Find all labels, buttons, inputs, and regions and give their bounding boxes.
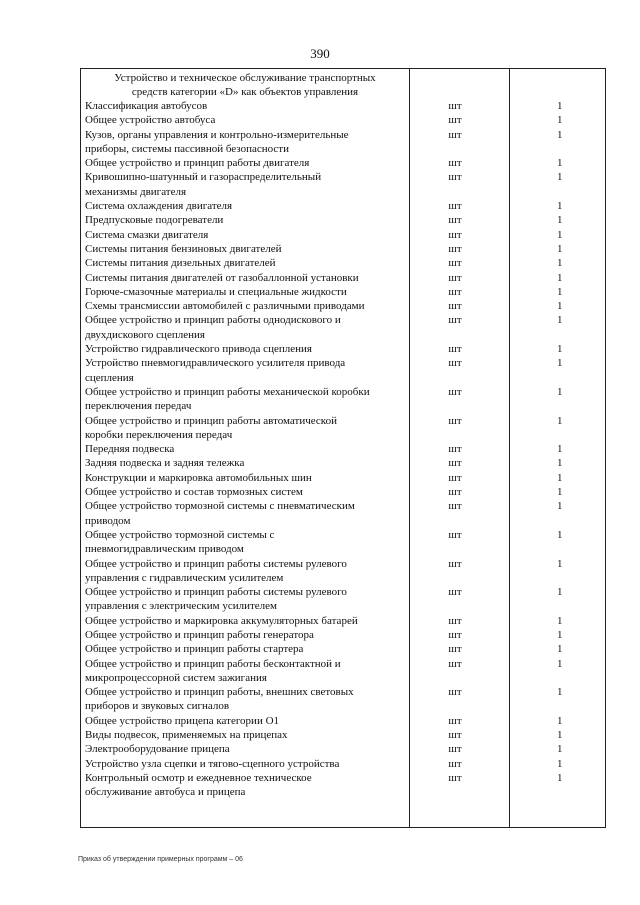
table-row bbox=[81, 199, 605, 213]
item-unit: шт bbox=[448, 628, 462, 641]
table-row bbox=[81, 170, 605, 199]
item-unit: шт bbox=[448, 500, 462, 513]
item-name bbox=[81, 628, 405, 642]
item-name bbox=[81, 342, 405, 356]
item-quantity: 1 bbox=[557, 285, 563, 298]
item-quantity: 1 bbox=[557, 257, 563, 270]
table-row bbox=[81, 442, 605, 456]
item-unit: шт bbox=[448, 157, 462, 170]
item-name bbox=[81, 499, 405, 528]
table-row bbox=[81, 228, 605, 242]
item-unit: шт bbox=[448, 486, 462, 499]
item-name-line: Общее устройство и принцип работы механической коробки bbox=[85, 385, 370, 398]
item-name-line: Устройство узла сцепки и тягово-сцепного устройства bbox=[85, 757, 340, 770]
item-unit: шт bbox=[448, 300, 462, 313]
table-row bbox=[81, 271, 605, 285]
item-name bbox=[81, 271, 405, 285]
item-name-line: Система смазки двигателя bbox=[85, 228, 209, 241]
item-unit: шт bbox=[448, 100, 462, 112]
table-row bbox=[81, 113, 605, 127]
item-unit: шт bbox=[448, 528, 462, 541]
item-name-line: Общее устройство и маркировка аккумуляторных батарей bbox=[85, 614, 358, 627]
item-unit: шт bbox=[448, 557, 462, 570]
item-name-line: приборов и звуковых сигналов bbox=[85, 700, 230, 713]
item-quantity: 1 bbox=[557, 171, 563, 184]
item-name bbox=[81, 170, 405, 199]
item-unit: шт bbox=[448, 128, 462, 141]
item-name-line: Системы питания двигателей от газобаллонной установки bbox=[85, 271, 359, 284]
item-name-line: Общее устройство и принцип работы двигателя bbox=[85, 157, 310, 170]
item-quantity: 1 bbox=[557, 757, 563, 770]
item-name bbox=[81, 385, 405, 414]
item-quantity: 1 bbox=[557, 271, 563, 284]
item-name bbox=[81, 242, 405, 256]
item-unit: шт bbox=[448, 614, 462, 627]
item-name-line: приводом bbox=[85, 514, 131, 527]
item-name-line: Горюче-смазочные материалы и специальные жидкости bbox=[85, 285, 347, 298]
item-quantity: 1 bbox=[557, 486, 563, 499]
item-quantity: 1 bbox=[557, 743, 563, 756]
item-name bbox=[81, 256, 405, 270]
item-name-line: Общее устройство прицепа категории O1 bbox=[85, 714, 280, 727]
item-name-line: микропроцессорной систем зажигания bbox=[85, 671, 267, 684]
section-header bbox=[81, 69, 409, 99]
item-name bbox=[81, 299, 405, 313]
table-row bbox=[81, 614, 605, 628]
item-quantity: 1 bbox=[557, 357, 563, 370]
item-name bbox=[81, 714, 405, 728]
table-row bbox=[81, 714, 605, 728]
item-name-line: Контрольный осмотр и ежедневное техническое bbox=[85, 771, 312, 784]
item-quantity: 1 bbox=[557, 343, 563, 356]
item-quantity: 1 bbox=[557, 443, 563, 456]
item-name-line: Виды подвесок, применяемых на прицепах bbox=[85, 729, 288, 742]
item-name-line: Система охлаждения двигателя bbox=[85, 200, 233, 213]
item-name bbox=[81, 771, 405, 800]
item-unit: шт bbox=[448, 686, 462, 699]
item-name-line: Общее устройство тормозной системы с пневматическим bbox=[85, 500, 355, 513]
item-unit: шт bbox=[448, 200, 462, 213]
item-unit: шт bbox=[448, 457, 462, 470]
item-quantity: 1 bbox=[557, 300, 563, 313]
item-quantity: 1 bbox=[557, 414, 563, 427]
item-unit: шт bbox=[448, 743, 462, 756]
table-row bbox=[81, 557, 605, 586]
item-unit: шт bbox=[448, 314, 462, 327]
item-name-line: Конструкции и маркировка автомобильных шин bbox=[85, 471, 312, 484]
item-name-line: Общее устройство и принцип работы однодискового и bbox=[85, 314, 341, 327]
item-quantity: 1 bbox=[557, 729, 563, 742]
item-unit: шт bbox=[448, 285, 462, 298]
item-unit: шт bbox=[448, 643, 462, 656]
item-name-line: Кривошипно-шатунный и газораспределительный bbox=[85, 171, 322, 184]
table-row bbox=[81, 642, 605, 656]
item-quantity: 1 bbox=[557, 657, 563, 670]
item-quantity: 1 bbox=[557, 100, 563, 112]
item-name-line: управления с электрическим усилителем bbox=[85, 600, 278, 613]
item-name-line: Электрооборудование прицепа bbox=[85, 743, 230, 756]
item-unit: шт bbox=[448, 757, 462, 770]
item-unit: шт bbox=[448, 242, 462, 255]
item-name bbox=[81, 128, 405, 157]
item-unit: шт bbox=[448, 114, 462, 127]
item-name bbox=[81, 557, 405, 586]
table-row bbox=[81, 414, 605, 443]
item-name-line: Общее устройство и принцип работы, внешних световых bbox=[85, 686, 354, 699]
item-name bbox=[81, 313, 405, 342]
table-row bbox=[81, 342, 605, 356]
item-name bbox=[81, 742, 405, 756]
item-unit: шт bbox=[448, 357, 462, 370]
item-unit: шт bbox=[448, 657, 462, 670]
table-row bbox=[81, 471, 605, 485]
item-quantity: 1 bbox=[557, 500, 563, 513]
item-quantity: 1 bbox=[557, 114, 563, 127]
item-name bbox=[81, 285, 405, 299]
item-name-line: Передняя подвеска bbox=[85, 443, 175, 456]
table-row bbox=[81, 485, 605, 499]
item-name-line: обслуживание автобуса и прицепа bbox=[85, 786, 246, 799]
table-row bbox=[81, 385, 605, 414]
item-name-line: Устройство гидравлического привода сцепления bbox=[85, 343, 312, 356]
item-name-line: механизмы двигателя bbox=[85, 185, 187, 198]
item-name-line: переключения передач bbox=[85, 400, 192, 413]
item-quantity: 1 bbox=[557, 471, 563, 484]
item-name bbox=[81, 685, 405, 714]
item-quantity: 1 bbox=[557, 385, 563, 398]
item-quantity: 1 bbox=[557, 628, 563, 641]
item-name-line: пневмогидравлическим приводом bbox=[85, 543, 244, 556]
item-name-line: приборы, системы пассивной безопасности bbox=[85, 142, 289, 155]
item-name bbox=[81, 228, 405, 242]
item-quantity: 1 bbox=[557, 528, 563, 541]
item-name-line: Общее устройство и принцип работы бесконтактной и bbox=[85, 657, 341, 670]
table-row bbox=[81, 256, 605, 270]
table-row bbox=[81, 728, 605, 742]
item-name-line: двухдискового сцепления bbox=[85, 328, 205, 341]
item-unit: шт bbox=[448, 729, 462, 742]
item-name bbox=[81, 414, 405, 443]
item-name bbox=[81, 213, 405, 227]
item-quantity: 1 bbox=[557, 586, 563, 599]
table-row bbox=[81, 757, 605, 771]
item-name-line: Общее устройство и принцип работы стартера bbox=[85, 643, 304, 656]
item-name-line: Общее устройство тормозной системы с bbox=[85, 528, 275, 541]
item-name bbox=[81, 485, 405, 499]
table-row bbox=[81, 585, 605, 614]
item-name-line: Общее устройство и принцип работы генератора bbox=[85, 628, 314, 641]
item-name bbox=[81, 471, 405, 485]
item-quantity: 1 bbox=[557, 771, 563, 784]
table-row bbox=[81, 742, 605, 756]
item-name bbox=[81, 356, 405, 385]
item-name-line: Задняя подвеска и задняя тележка bbox=[85, 457, 245, 470]
item-unit: шт bbox=[448, 343, 462, 356]
table-row bbox=[81, 156, 605, 170]
table-row bbox=[81, 242, 605, 256]
item-unit: шт bbox=[448, 228, 462, 241]
table-row bbox=[81, 456, 605, 470]
item-unit: шт bbox=[448, 414, 462, 427]
item-name bbox=[81, 156, 405, 170]
item-name-line: Системы питания бензиновых двигателей bbox=[85, 242, 282, 255]
item-unit: шт bbox=[448, 214, 462, 227]
item-name-line: управления с гидравлическим усилителем bbox=[85, 571, 284, 584]
item-name-line: Системы питания дизельных двигателей bbox=[85, 257, 276, 270]
item-quantity: 1 bbox=[557, 457, 563, 470]
page-number: 390 bbox=[310, 46, 330, 61]
item-name bbox=[81, 728, 405, 742]
page-footer: Приказ об утверждении примерных программ – 06 bbox=[78, 856, 243, 863]
item-quantity: 1 bbox=[557, 242, 563, 255]
table-row bbox=[81, 299, 605, 313]
table-row bbox=[81, 628, 605, 642]
table-row bbox=[81, 685, 605, 714]
item-quantity: 1 bbox=[557, 314, 563, 327]
item-unit: шт bbox=[448, 714, 462, 727]
item-name bbox=[81, 757, 405, 771]
item-unit: шт bbox=[448, 271, 462, 284]
item-quantity: 1 bbox=[557, 200, 563, 213]
item-name-line: Предпусковые подогреватели bbox=[85, 214, 224, 227]
section-header-line: средств категории «D» как объектов управления bbox=[131, 86, 359, 98]
table-row bbox=[81, 285, 605, 299]
item-name-line: Общее устройство и принцип работы автоматической bbox=[85, 414, 337, 427]
item-quantity: 1 bbox=[557, 714, 563, 727]
item-name bbox=[81, 657, 405, 686]
item-name-line: Общее устройство и состав тормозных систем bbox=[85, 486, 303, 499]
item-name bbox=[81, 614, 405, 628]
item-unit: шт bbox=[448, 771, 462, 784]
item-name-line: сцепления bbox=[85, 371, 134, 384]
item-name bbox=[81, 99, 405, 113]
item-quantity: 1 bbox=[557, 214, 563, 227]
item-quantity: 1 bbox=[557, 686, 563, 699]
item-name bbox=[81, 642, 405, 656]
item-quantity: 1 bbox=[557, 128, 563, 141]
section-header-line: Устройство и техническое обслуживание транспортных bbox=[114, 72, 376, 84]
table-row bbox=[81, 528, 605, 557]
table-row bbox=[81, 657, 605, 686]
equipment-table bbox=[80, 68, 606, 828]
item-name bbox=[81, 528, 405, 557]
item-name-line: Общее устройство автобуса bbox=[85, 114, 216, 127]
table-row bbox=[81, 356, 605, 385]
item-name-line: Кузов, органы управления и контрольно-измерительные bbox=[85, 128, 349, 141]
item-unit: шт bbox=[448, 257, 462, 270]
item-unit: шт bbox=[448, 471, 462, 484]
table-row bbox=[81, 213, 605, 227]
item-unit: шт bbox=[448, 171, 462, 184]
table-row bbox=[81, 771, 605, 800]
item-unit: шт bbox=[448, 443, 462, 456]
item-name-line: Классификация автобусов bbox=[85, 100, 208, 112]
item-quantity: 1 bbox=[557, 157, 563, 170]
item-unit: шт bbox=[448, 385, 462, 398]
item-name-line: Общее устройство и принцип работы системы рулевого bbox=[85, 557, 347, 570]
item-name bbox=[81, 456, 405, 470]
item-name-line: Устройство пневмогидравлического усилителя привода bbox=[85, 357, 346, 370]
item-name bbox=[81, 585, 405, 614]
table-row bbox=[81, 313, 605, 342]
item-quantity: 1 bbox=[557, 228, 563, 241]
table-row bbox=[81, 128, 605, 157]
item-name-line: Общее устройство и принцип работы системы рулевого bbox=[85, 586, 347, 599]
item-name bbox=[81, 442, 405, 456]
item-name bbox=[81, 113, 405, 127]
table-row bbox=[81, 99, 605, 113]
table-row bbox=[81, 499, 605, 528]
item-quantity: 1 bbox=[557, 643, 563, 656]
item-unit: шт bbox=[448, 586, 462, 599]
item-name bbox=[81, 199, 405, 213]
item-name-line: коробки переключения передач bbox=[85, 428, 233, 441]
item-quantity: 1 bbox=[557, 557, 563, 570]
item-quantity: 1 bbox=[557, 614, 563, 627]
item-name-line: Схемы трансмиссии автомобилей с различными приводами bbox=[85, 300, 365, 313]
table-body bbox=[81, 99, 605, 800]
